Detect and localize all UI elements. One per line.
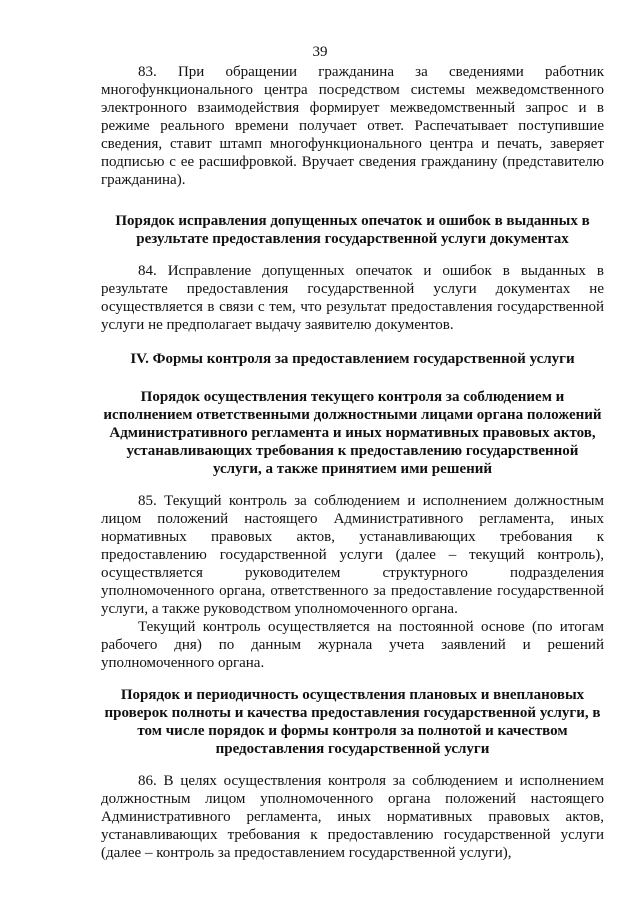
heading-current-control: Порядок осуществления текущего контроля за соблюдением и исполнением ответственными должностными лицами органа положений Административного регламента и иных нормативных правовых актов, устанавливающих требования к предоставлению государственной услуги, а также принятием ими решений (103, 389, 602, 477)
paragraph-84: 84. Исправление допущенных опечаток и ошибок в выданных в результате предоставления государственной услуги документах не осуществляется в связи с тем, что результат предоставления государственной услуги не предполагает выдачу заявителю документов. (101, 263, 604, 333)
heading-inspections: Порядок и периодичность осуществления плановых и внеплановых проверок полноты и качества предоставления государственной услуги, в том числе порядок и формы контроля за полнотой и качеством предоставления государственной услуги (104, 687, 601, 757)
paragraph-85-block (101, 492, 604, 672)
paragraph-83-block (101, 63, 604, 189)
paragraph-86: 86. В целях осуществления контроля за соблюдением и исполнением должностным лицом уполномоченного органа положений настоящего Административного регламента, иных нормативных правовых актов, устанавливающих требования к предоставлению государственной услуги (далее – контроль за предоставлением государственной услуги), (101, 773, 604, 861)
paragraph-85: 85. Текущий контроль за соблюдением и исполнением должностным лицом положений настоящего Административного регламента, иных нормативных правовых актов, устанавливающих требования к предоставлению государственной услуги (далее – текущий контроль), осуществляется руководителем структурного подразделения уполномоченного органа, ответственного за предоставление государственной услуги, а также руководством уполномоченного органа. (101, 493, 604, 617)
page-number: 39 (312, 44, 328, 60)
paragraph-86-block (101, 772, 604, 862)
heading-error-correction: Порядок исправления допущенных опечаток и ошибок в выданных в результате предоставления государственной услуги документах (115, 213, 590, 247)
paragraph-83: 83. При обращении гражданина за сведениями работник многофункционального центра посредством системы межведомственного электронного взаимодействия формирует межведомственный запрос и в режиме реального времени получает ответ. Распечатывает поступившие сведения, ставит штамп многофункционального центра и печать, заверяет подписью с ее расшифровкой. Вручает сведения гражданину (представителю гражданина). (101, 64, 604, 188)
section-iv-title: IV. Формы контроля за предоставлением государственной услуги (130, 351, 575, 367)
paragraph-85-continuation: Текущий контроль осуществляется на постоянной основе (по итогам рабочего дня) по данным журнала учета заявлений и решений уполномоченного органа. (101, 619, 604, 671)
paragraph-84-block (101, 262, 604, 334)
